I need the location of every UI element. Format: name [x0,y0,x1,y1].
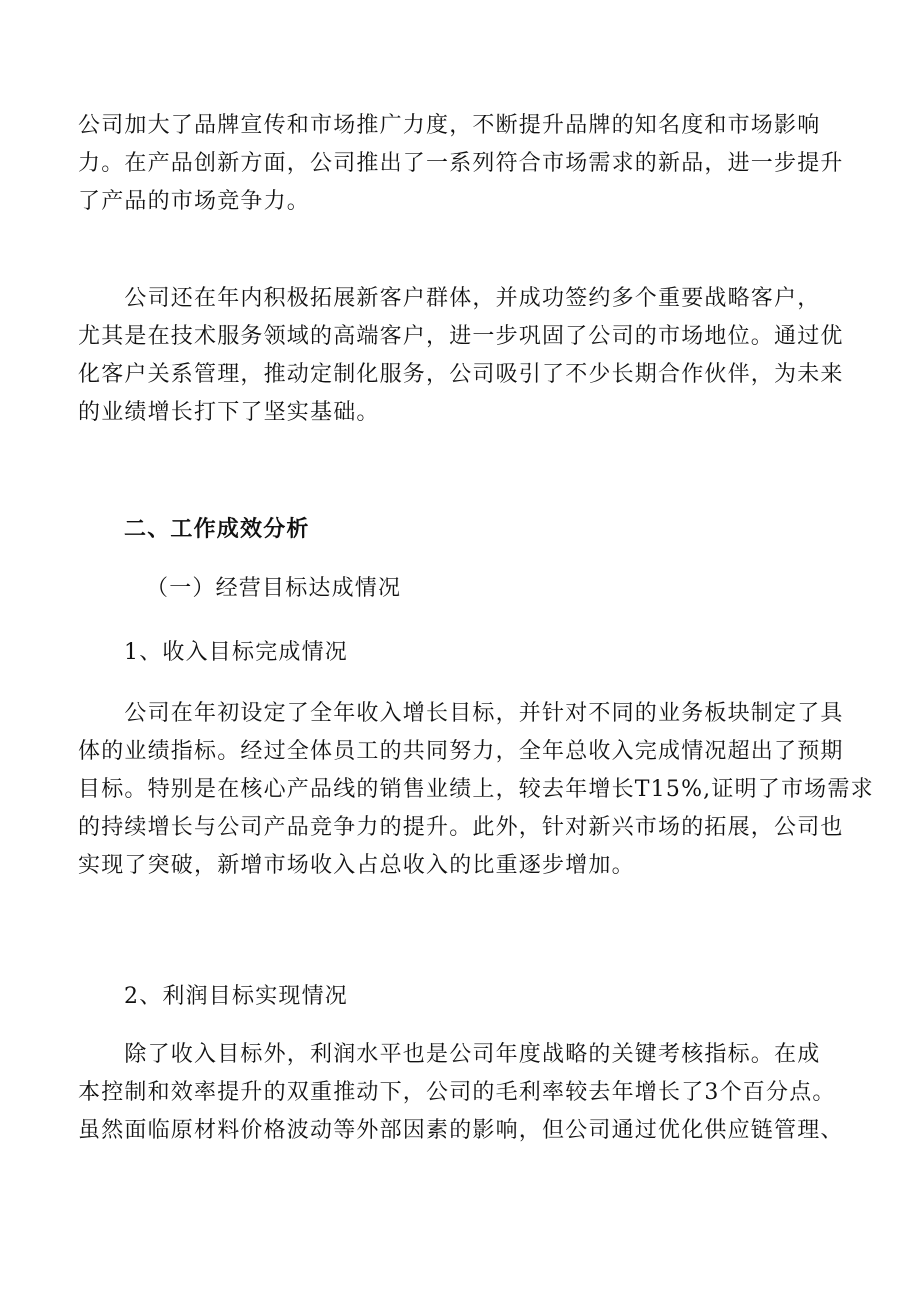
item-heading-revenue: 1、收入目标完成情况 [124,640,348,665]
text-line: 体的业绩指标。经过全体员工的共同努力，全年总收入完成情况超出了预期 [78,739,844,764]
text-line: 本控制和效率提升的双重推动下，公司的毛利率较去年增长了3个百分点。 [78,1080,836,1105]
text-line: 公司加大了品牌宣传和市场推广力度，不断提升品牌的知名度和市场影响 [78,113,821,138]
section-heading-work-results: 二、工作成效分析 [124,516,310,542]
text-line: 目标。特别是在核心产品线的销售业绩上，较去年增长T15%,证明了市场需求 [78,777,874,802]
paragraph-revenue-target [78,695,874,885]
text-line: 的业绩增长打下了坚实基础。 [78,400,380,425]
item-heading-profit: 2、利润目标实现情况 [124,984,348,1009]
paragraph-new-customers [78,280,844,432]
paragraph-profit-target [78,1036,844,1150]
text-line: 力。在产品创新方面，公司推出了一系列符合市场需求的新品，进一步提升 [78,151,844,176]
text-line: 的持续增长与公司产品竞争力的提升。此外，针对新兴市场的拓展，公司也 [78,815,844,840]
text-line: 除了收入目标外，利润水平也是公司年度战略的关键考核指标。在成 [78,1042,821,1067]
text-line: 虽然面临原材料价格波动等外部因素的影响，但公司通过优化供应链管理、 [78,1118,844,1143]
text-line: 了产品的市场竞争力。 [78,189,311,214]
text-line: 公司在年初设定了全年收入增长目标，并针对不同的业务板块制定了具 [78,701,844,726]
text-line: 化客户关系管理，推动定制化服务，公司吸引了不少长期合作伙伴，为未来 [78,362,844,387]
text-line: 公司还在年内积极拓展新客户群体，并成功签约多个重要战略客户， [78,286,821,311]
text-line: 实现了突破，新增市场收入占总收入的比重逐步增加。 [78,853,635,878]
text-line: 尤其是在技术服务领域的高端客户，进一步巩固了公司的市场地位。通过优 [78,324,844,349]
paragraph-brand-promotion [78,107,844,221]
subsection-heading-business-goals: （一）经营目标达成情况 [146,576,402,601]
